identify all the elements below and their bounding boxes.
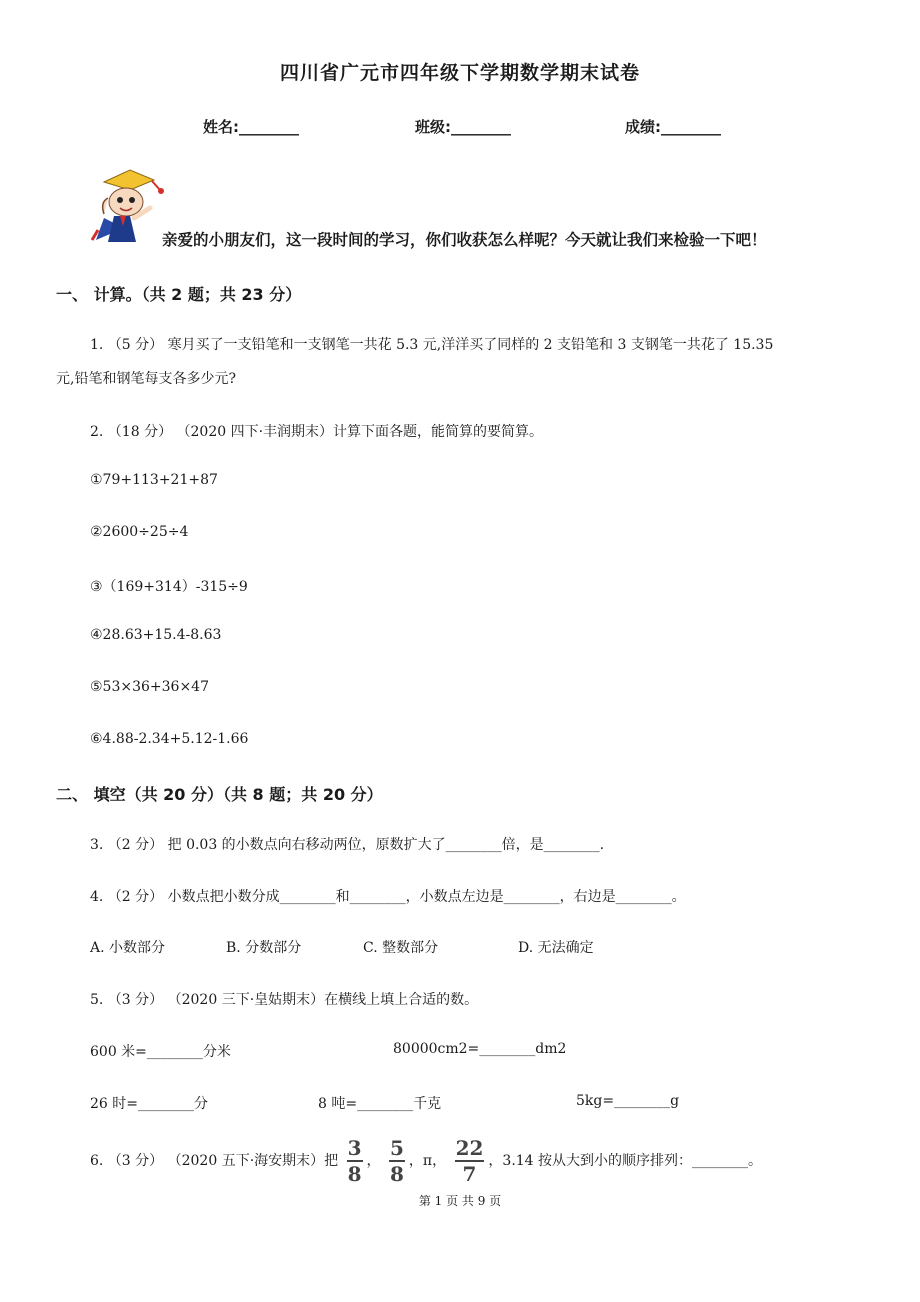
question-2-item: ⑥4.88-2.34+5.12-1.66 bbox=[90, 731, 249, 747]
question-4-option-a: A. 小数部分 bbox=[90, 940, 166, 956]
question-4-stem: 4. （2 分） 小数点把小数分成________和________，小数点左边是________，右边是________。 bbox=[90, 889, 686, 905]
question-6 bbox=[90, 1134, 762, 1188]
question-5-blank: 600 米=________分米 bbox=[90, 1044, 231, 1060]
fraction-denominator: 8 bbox=[347, 1162, 362, 1186]
fraction-denominator: 7 bbox=[462, 1162, 477, 1186]
score-field-label: 成绩:________ bbox=[625, 118, 721, 136]
question-2-item: ②2600÷25÷4 bbox=[90, 524, 189, 540]
question-2-item: ③（169+314）-315÷9 bbox=[90, 579, 248, 595]
question-2-item: ④28.63+15.4-8.63 bbox=[90, 627, 222, 643]
question-4-option-d: D. 无法确定 bbox=[518, 940, 594, 956]
question-5-blank: 80000cm2=________dm2 bbox=[393, 1041, 567, 1057]
question-6-separator: ， bbox=[366, 1153, 381, 1169]
question-6-suffix: ，3.14 按从大到小的顺序排列：________。 bbox=[488, 1153, 763, 1169]
question-1-line-2: 元,铅笔和钢笔每支各多少元? bbox=[56, 371, 236, 387]
class-field-label: 班级:________ bbox=[415, 118, 511, 136]
section-2-heading: 二、 填空（共 20 分）（共 8 题；共 20 分） bbox=[56, 785, 383, 804]
fraction-numerator: 5 bbox=[389, 1136, 404, 1160]
question-1-line-1: 1. （5 分） 寒月买了一支铅笔和一支钢笔一共花 5.3 元,洋洋买了同样的 2 支铅笔和 3 支钢笔一共花了 15.35 bbox=[90, 337, 774, 353]
question-2-stem: 2. （18 分） （2020 四下·丰润期末）计算下面各题，能简算的要简算。 bbox=[90, 424, 544, 440]
fraction-five-eighths bbox=[389, 1138, 405, 1184]
question-2-item: ⑤53×36+36×47 bbox=[90, 679, 209, 695]
question-3: 3. （2 分） 把 0.03 的小数点向右移动两位，原数扩大了________倍，是________. bbox=[90, 837, 605, 853]
question-4-option-b: B. 分数部分 bbox=[226, 940, 302, 956]
question-5-blank: 8 吨=________千克 bbox=[318, 1096, 442, 1112]
section-1-heading: 一、 计算。（共 2 题；共 23 分） bbox=[56, 285, 302, 304]
question-2-item: ①79+113+21+87 bbox=[90, 472, 218, 488]
fraction-denominator: 8 bbox=[389, 1162, 404, 1186]
question-5-blank: 26 时=________分 bbox=[90, 1096, 208, 1112]
mascot-illustration bbox=[90, 168, 166, 246]
fraction-numerator: 22 bbox=[455, 1136, 484, 1160]
question-6-middle: ，π， bbox=[408, 1153, 447, 1169]
fraction-three-eighths bbox=[347, 1138, 363, 1184]
question-5-blank: 5kg=________g bbox=[576, 1093, 680, 1109]
fraction-twenty-two-sevenths bbox=[455, 1138, 485, 1184]
greeting-text: 亲爱的小朋友们，这一段时间的学习，你们收获怎么样呢？今天就让我们来检验一下吧！ bbox=[162, 231, 767, 249]
question-4-option-c: C. 整数部分 bbox=[363, 940, 439, 956]
fraction-numerator: 3 bbox=[347, 1136, 362, 1160]
page-title: 四川省广元市四年级下学期数学期末试卷 bbox=[279, 62, 640, 84]
page-footer: 第 1 页 共 9 页 bbox=[418, 1194, 502, 1208]
question-6-prefix: 6. （3 分） （2020 五下·海安期末）把 bbox=[90, 1153, 339, 1169]
question-5-stem: 5. （3 分） （2020 三下·皇姑期末）在横线上填上合适的数。 bbox=[90, 992, 479, 1008]
name-field-label: 姓名:________ bbox=[203, 118, 299, 136]
